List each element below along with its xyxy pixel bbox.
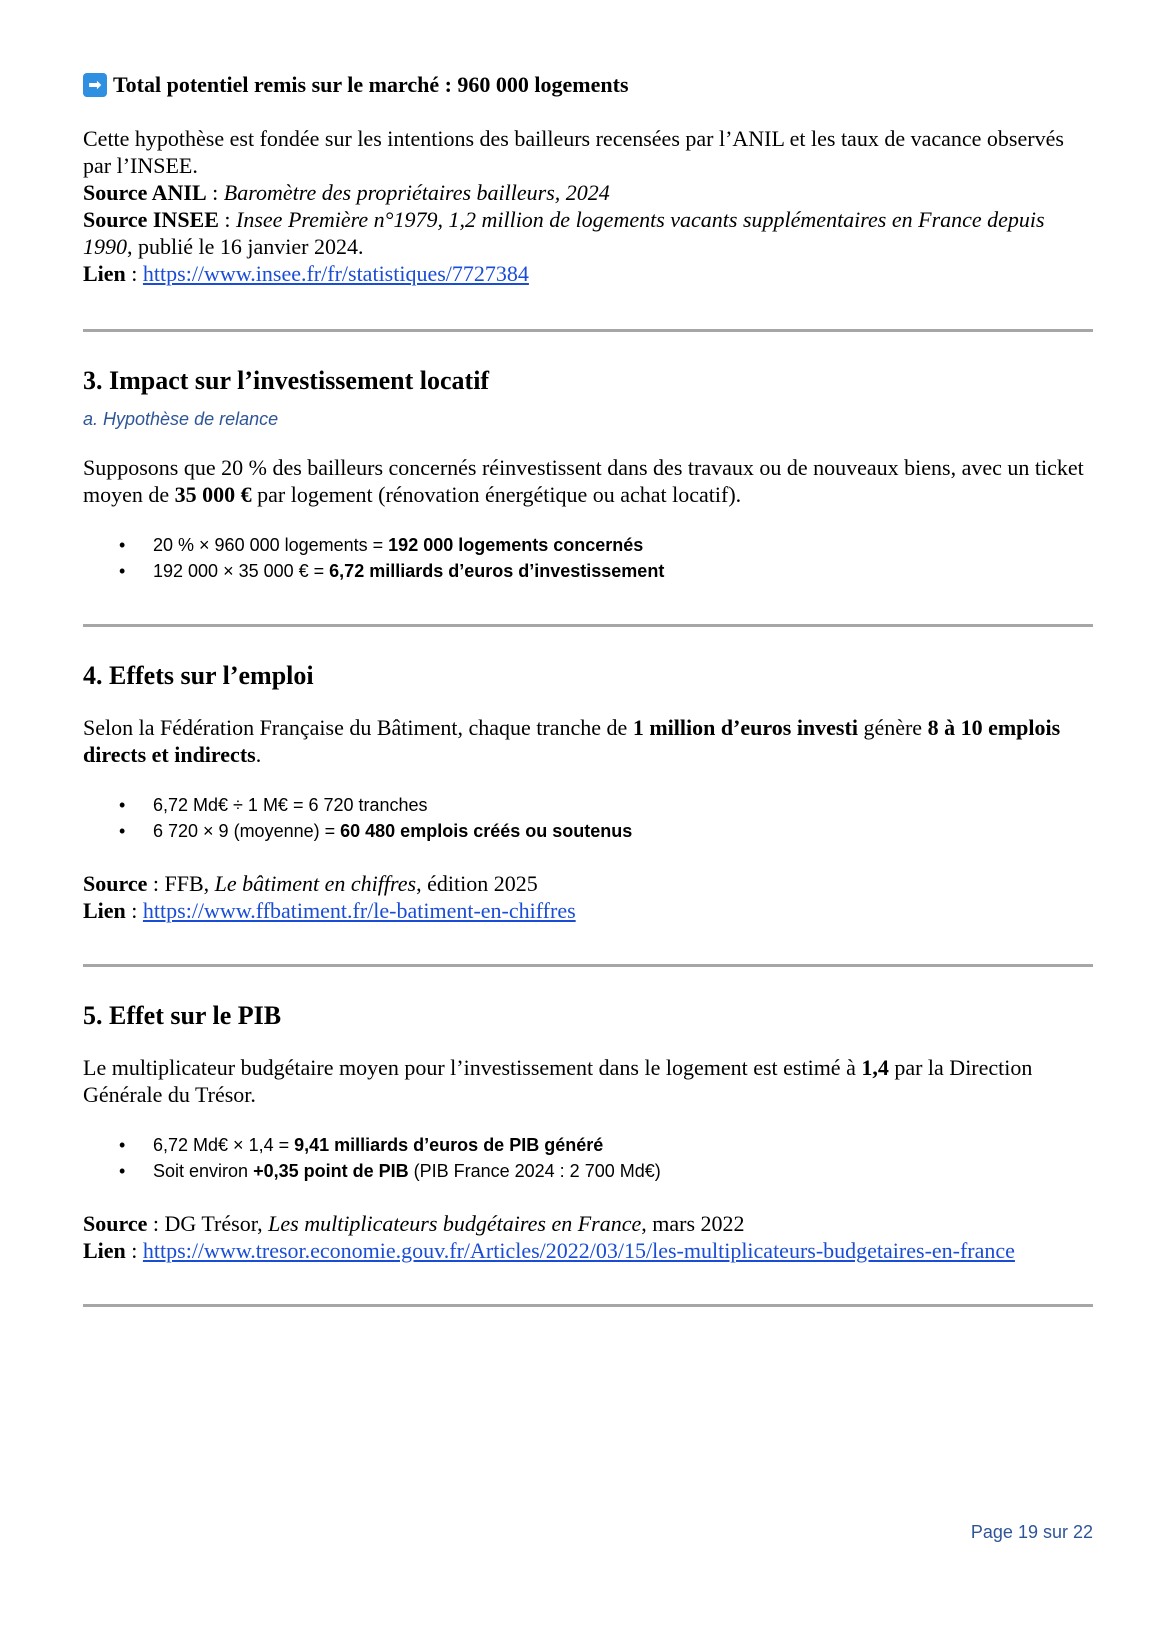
- list-item: [119, 818, 1093, 844]
- section-3-subtitle: a. Hypothèse de relance: [83, 409, 279, 429]
- source-title: Le bâtiment en chiffres: [214, 871, 417, 896]
- section-5-para-part2: par la Direction Générale du Trésor.: [83, 1055, 1033, 1107]
- source-insee-title: Insee Première n°1979, 1,2 million de logements vacants supplémentaires en France depuis 1990: [83, 207, 1045, 259]
- bullet-plain: 192 000 × 35 000 € =: [153, 561, 330, 581]
- link-label: Lien: [83, 898, 126, 923]
- document-page: [83, 70, 1093, 1307]
- list-item: [119, 792, 1093, 818]
- section-3-para-part2: par logement (rénovation énergétique ou achat locatif).: [251, 482, 742, 507]
- source-sep: :: [147, 1211, 165, 1236]
- section-5-sources: [83, 1210, 1093, 1264]
- insee-link[interactable]: https://www.insee.fr/fr/statistiques/7727384: [142, 261, 529, 286]
- bullet-bold: 192 000 logements concernés: [388, 535, 644, 555]
- section-4-para-part3: .: [255, 742, 262, 767]
- separator: [83, 1304, 1093, 1307]
- page-number: Page 19 sur 22: [970, 1522, 1093, 1542]
- total-text: Total potentiel remis sur le marché : 960 000 logements: [113, 72, 629, 97]
- section-5-paragraph: [83, 1054, 1093, 1108]
- bullet-bold: 9,41 milliards d’euros de PIB généré: [294, 1135, 604, 1155]
- bullet-plain: 6 720 × 9 (moyenne) =: [153, 821, 341, 841]
- source-anil-title: Baromètre des propriétaires bailleurs, 2024: [223, 180, 610, 205]
- intro-block: [83, 125, 1093, 287]
- source-sep: :: [147, 871, 165, 896]
- section-4-para-bold1: 1 million d’euros investi: [632, 715, 858, 740]
- bullet-bold: 60 480 emplois créés ou soutenus: [340, 821, 633, 841]
- section-3-title: 3. Impact sur l’investissement locatif: [83, 366, 490, 395]
- source-label: Source: [83, 871, 148, 896]
- separator: [83, 964, 1093, 967]
- list-item: [119, 558, 1093, 584]
- source-insee-rest: , publié le 16 janvier 2024.: [127, 234, 364, 259]
- section-4-para-part2: génère: [857, 715, 928, 740]
- section-5-para-part1: Le multiplicateur budgétaire moyen pour l’investissement dans le logement est estimé à: [83, 1055, 862, 1080]
- source-insee: [83, 206, 1093, 260]
- bullet-plain: 20 % × 960 000 logements =: [153, 535, 389, 555]
- bullet-plain: 6,72 Md€ ÷ 1 M€ = 6 720 tranches: [153, 795, 428, 815]
- source-anil: [83, 179, 1093, 206]
- section-4-para-bold2: 8 à 10 emplois directs et indirects: [83, 715, 1061, 767]
- link-sep: :: [125, 261, 143, 286]
- section-4-sources: [83, 870, 1093, 924]
- total-line: [83, 70, 1093, 100]
- tresor-link[interactable]: https://www.tresor.economie.gouv.fr/Articles/2022/03/15/les-multiplicateurs-budgetaires-en-france: [142, 1238, 1015, 1263]
- source-ffb: [83, 870, 1093, 897]
- separator: [83, 624, 1093, 627]
- link-label: Lien: [83, 1238, 126, 1263]
- bullet-plain: 6,72 Md€ × 1,4 =: [153, 1135, 295, 1155]
- link-tresor-line: [83, 1237, 1093, 1264]
- section-3-paragraph: [83, 454, 1093, 508]
- source-tresor: [83, 1210, 1093, 1237]
- source-title: Les multiplicateurs budgétaires en France: [268, 1211, 642, 1236]
- link-insee-line: [83, 260, 1093, 287]
- list-item: [119, 532, 1093, 558]
- source-prefix: FFB,: [164, 871, 215, 896]
- source-insee-label: Source INSEE: [83, 207, 219, 232]
- source-prefix: DG Trésor,: [164, 1211, 269, 1236]
- source-suffix: , édition 2025: [416, 871, 538, 896]
- link-ffb-line: [83, 897, 1093, 924]
- section-4-para-part1: Selon la Fédération Française du Bâtiment, chaque tranche de: [83, 715, 633, 740]
- bullet-bold: 6,72 milliards d’euros d’investissement: [329, 561, 665, 581]
- link-sep: :: [125, 898, 143, 923]
- bullet-bold: +0,35 point de PIB: [253, 1161, 409, 1181]
- section-3-para-bold: 35 000 €: [174, 482, 252, 507]
- source-anil-label: Source ANIL: [83, 180, 207, 205]
- link-label: Lien: [83, 261, 126, 286]
- intro-paragraph: Cette hypothèse est fondée sur les intentions des bailleurs recensées par l’ANIL et les taux de vacance observés par l’INSEE.: [83, 126, 1064, 178]
- link-sep: :: [125, 1238, 143, 1263]
- list-item: [119, 1158, 1093, 1184]
- section-4-paragraph: [83, 714, 1093, 768]
- bullet-plain: Soit environ: [153, 1161, 254, 1181]
- ffb-link[interactable]: https://www.ffbatiment.fr/le-batiment-en-chiffres: [142, 898, 576, 923]
- list-item: [119, 1132, 1093, 1158]
- section-5-para-bold: 1,4: [861, 1055, 889, 1080]
- source-insee-sep: :: [218, 207, 237, 232]
- bullet-plain-end: (PIB France 2024 : 2 700 Md€): [408, 1161, 661, 1181]
- section-5-title: 5. Effet sur le PIB: [83, 1001, 282, 1030]
- section-4-title: 4. Effets sur l’emploi: [83, 661, 314, 690]
- source-label: Source: [83, 1211, 148, 1236]
- section-5-bullets: [119, 1132, 1093, 1184]
- source-anil-sep: :: [206, 180, 224, 205]
- separator: [83, 329, 1093, 332]
- source-suffix: , mars 2022: [641, 1211, 745, 1236]
- section-3-bullets: [119, 532, 1093, 584]
- right-arrow-icon: ➡: [83, 73, 107, 97]
- section-3-para-part1: Supposons que 20 % des bailleurs concernés réinvestissent dans des travaux ou de nouveaux biens, avec un ticket moyen de: [83, 455, 1084, 507]
- section-4-bullets: [119, 792, 1093, 844]
